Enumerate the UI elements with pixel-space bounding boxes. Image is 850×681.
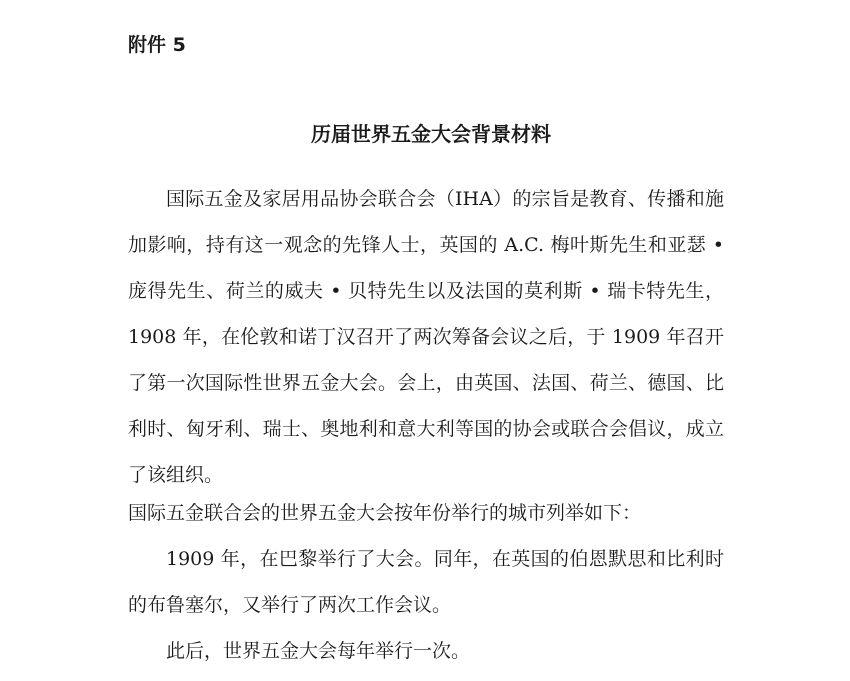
paragraph-intro: 国际五金及家居用品协会联合会（IHA）的宗旨是教育、传播和施加影响，持有这一观念的先锋人士，英国的 A.C. 梅叶斯先生和亚瑟 • 庞得先生、荷兰的威夫 • 贝特先生以及法国的莫利斯 • 瑞卡特先生，1908 年，在伦敦和诺丁汉召开了两次筹备会议之后，于 1909 年召开了第一次国际性世界五金大会。会上，由英国、法国、荷兰、德国、比利时、匈牙利、瑞士、奥地利和意大利等国的协会或联合会倡议，成立了该组织。 <box>128 188 724 486</box>
attachment-label: 附件 5 <box>128 34 186 56</box>
document-body <box>128 176 724 674</box>
document-title: 历届世界五金大会背景材料 <box>311 122 551 146</box>
paragraph-1909: 1909 年，在巴黎举行了大会。同年，在英国的伯恩默思和比利时的布鲁塞尔，又举行了两次工作会议。 <box>128 548 724 616</box>
paragraph-list-intro: 国际五金联合会的世界五金大会按年份举行的城市列举如下： <box>128 502 642 524</box>
paragraph-annual: 此后，世界五金大会每年举行一次。 <box>166 640 471 662</box>
